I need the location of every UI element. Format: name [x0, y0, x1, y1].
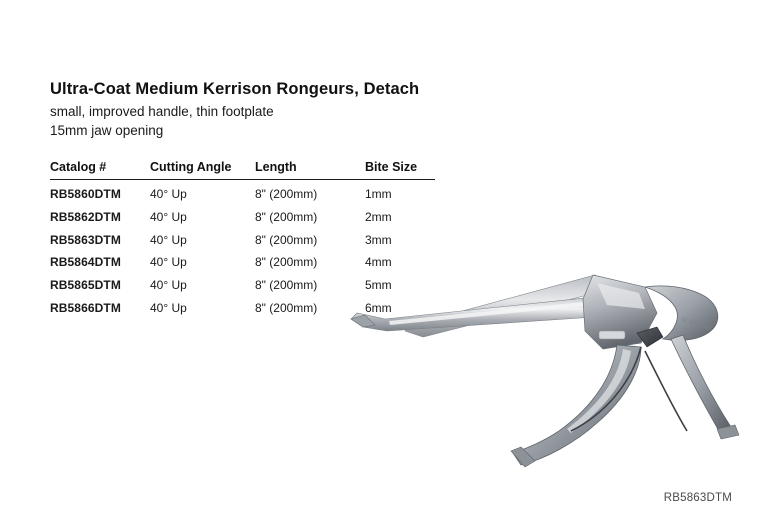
cell-bite-size: 2mm [365, 209, 392, 224]
measurement-band [599, 331, 625, 339]
cell-length: 8" (200mm) [255, 278, 318, 293]
column-header-cutting-angle: Cutting Angle [150, 160, 255, 180]
instrument-illustration [345, 235, 745, 490]
cell-bite-size: 1mm [365, 187, 392, 201]
cell-catalog: RB5863DTM [50, 232, 121, 247]
cell-catalog: RB5866DTM [50, 300, 121, 315]
cell-length: 8" (200mm) [255, 255, 318, 270]
product-subtitle-line-2: 15mm jaw opening [50, 123, 164, 138]
cell-length: 8" (200mm) [255, 209, 318, 224]
column-header-catalog: Catalog # [50, 160, 150, 180]
cell-bite-size: 3mm [365, 232, 392, 247]
column-header-length: Length [255, 160, 365, 180]
cell-cutting-angle: 40° Up [150, 187, 187, 201]
brand-engraving: V. Mueller [680, 316, 712, 333]
spring-return-arm [645, 351, 687, 431]
table-row [50, 205, 435, 228]
product-header [50, 80, 610, 142]
cell-cutting-angle: 40° Up [150, 232, 187, 247]
figure-caption: RB5863DTM [663, 492, 732, 504]
cell-length: 8" (200mm) [255, 300, 318, 315]
table-row [50, 180, 435, 206]
cell-bite-size: 4mm [365, 255, 392, 270]
cell-cutting-angle: 40° Up [150, 278, 187, 293]
product-subtitle-line-1: small, improved handle, thin footplate [50, 104, 274, 119]
column-header-bite-size: Bite Size [365, 160, 435, 180]
cell-catalog: RB5860DTM [50, 187, 121, 201]
cell-catalog: RB5865DTM [50, 278, 121, 293]
cell-cutting-angle: 40° Up [150, 209, 187, 224]
cell-length: 8" (200mm) [255, 232, 318, 247]
cell-length: 8" (200mm) [255, 187, 318, 201]
cell-catalog: RB5864DTM [50, 255, 121, 270]
cell-cutting-angle: 40° Up [150, 255, 187, 270]
kerrison-rongeur-figure [345, 235, 745, 490]
cell-bite-size: 6mm [365, 300, 392, 315]
page-title: Ultra-Coat Medium Kerrison Rongeurs, Detach [50, 80, 420, 98]
table-header-row [50, 160, 435, 180]
cell-bite-size: 5mm [365, 278, 392, 293]
rear-handle-arm [671, 335, 731, 431]
cell-catalog: RB5862DTM [50, 209, 121, 224]
cell-cutting-angle: 40° Up [150, 300, 187, 315]
